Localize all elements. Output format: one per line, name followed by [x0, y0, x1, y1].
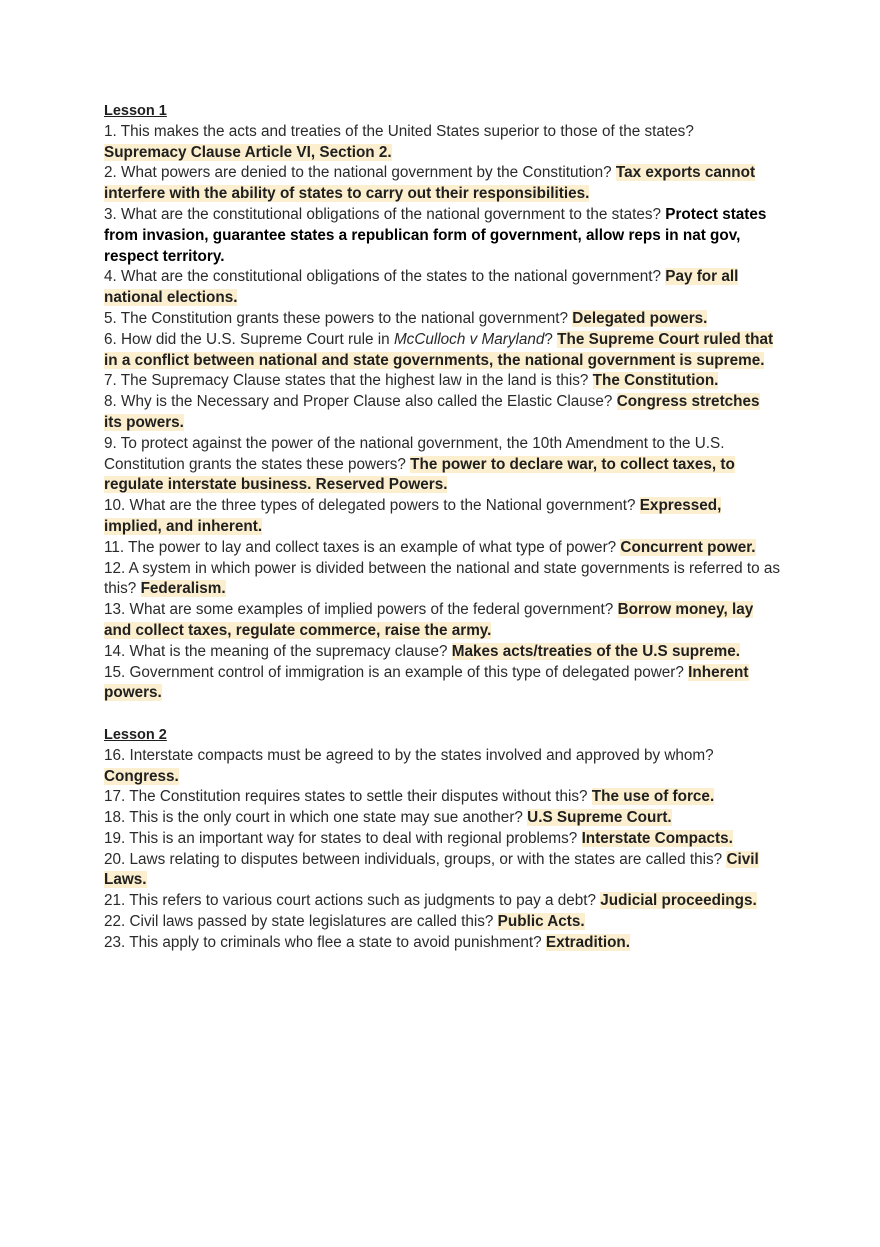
question-item — [104, 600, 780, 642]
question-item — [104, 392, 780, 434]
question-text: 15. Government control of immigration is an example of this type of delegated power? — [104, 663, 689, 681]
question-text: 4. What are the constitutional obligations of the states to the national government? — [104, 268, 666, 286]
answer-text: Federalism. — [140, 580, 226, 598]
answer-text: Expressed, implied, and inherent. — [104, 497, 722, 535]
question-text: 20. Laws relating to disputes between individuals, groups, or with the states are called this? — [104, 850, 727, 868]
question-item — [104, 850, 780, 892]
question-item — [104, 663, 780, 705]
answer-text: Borrow money, lay and collect taxes, regulate commerce, raise the army. — [104, 601, 754, 639]
question-text: 2. What powers are denied to the national government by the Constitution? — [104, 164, 616, 182]
answer-text: Congress. — [104, 767, 179, 785]
lesson-heading: Lesson 2 — [104, 726, 167, 743]
question-text: 9. To protect against the power of the national government, the 10th Amendment to the U.S. Constitution grants the states these powers? — [104, 434, 725, 473]
question-text: 22. Civil laws passed by state legislatures are called this? — [104, 913, 498, 931]
question-text: 10. What are the three types of delegated powers to the National government? — [104, 497, 640, 515]
section-gap — [104, 704, 780, 725]
answer-text: Judicial proceedings. — [600, 892, 757, 910]
question-item — [104, 371, 780, 392]
answer-text: U.S Supreme Court. — [527, 809, 672, 827]
question-item — [104, 559, 780, 601]
question-item — [104, 496, 780, 538]
answer-text: The power to declare war, to collect taxes, to regulate interstate business. Reserved Powers. — [104, 455, 735, 494]
answer-text: Congress stretches its powers. — [104, 393, 760, 431]
question-item — [104, 829, 780, 850]
question-item — [104, 642, 780, 663]
answer-text: The use of force. — [591, 788, 715, 806]
question-item — [104, 933, 780, 954]
question-item — [104, 912, 780, 933]
question-item — [104, 538, 780, 559]
question-item — [104, 309, 780, 330]
answer-text: Public Acts. — [497, 913, 585, 931]
answer-text: Extradition. — [545, 933, 631, 951]
question-text: 6. How did the U.S. Supreme Court rule in — [104, 330, 394, 348]
case-name: McCulloch v Maryland — [393, 330, 545, 348]
question-text: ? — [544, 330, 558, 348]
question-text: 23. This apply to criminals who flee a state to avoid punishment? — [104, 933, 546, 951]
question-text: 17. The Constitution requires states to settle their disputes without this? — [104, 788, 592, 806]
question-item — [104, 205, 780, 267]
answer-text: Protect states from invasion, guarantee states a republican form of government, allow reps in nat gov, respect territory. — [104, 205, 767, 265]
answer-text: The Supreme Court ruled that in a conflict between national and state governments, the national government is supreme. — [104, 330, 774, 369]
question-text: 21. This refers to various court actions such as judgments to pay a debt? — [104, 892, 601, 910]
answer-text: Pay for all national elections. — [104, 268, 739, 307]
question-text: 18. This is the only court in which one state may sue another? — [104, 809, 528, 827]
question-item — [104, 808, 780, 829]
question-item — [104, 122, 780, 164]
question-item — [104, 434, 780, 496]
answer-text: Interstate Compacts. — [581, 829, 733, 847]
question-text: 11. The power to lay and collect taxes is an example of what type of power? — [104, 538, 621, 556]
answer-text: Inherent powers. — [104, 663, 749, 702]
question-item — [104, 891, 780, 912]
answer-text: Delegated powers. — [572, 309, 708, 327]
answer-text: The Constitution. — [592, 372, 719, 390]
question-item — [104, 163, 780, 205]
question-text: 13. What are some examples of implied powers of the federal government? — [104, 601, 618, 619]
document-content — [104, 101, 780, 954]
question-item — [104, 267, 780, 309]
answer-text: Tax exports cannot interfere with the ability of states to carry out their responsibilities. — [104, 164, 756, 203]
question-text: 19. This is an important way for states to deal with regional problems? — [104, 829, 582, 847]
question-text: 3. What are the constitutional obligations of the national government to the states? — [104, 205, 666, 223]
question-item — [104, 330, 780, 372]
lesson-heading: Lesson 1 — [104, 103, 167, 119]
question-text: 12. A system in which power is divided between the national and state governments is referred to as this? — [104, 559, 780, 598]
answer-text: Supremacy Clause Article VI, Section 2. — [104, 143, 392, 161]
question-item — [104, 746, 780, 788]
question-text: 7. The Supremacy Clause states that the highest law in the land is this? — [104, 372, 593, 390]
question-item — [104, 787, 780, 808]
question-text: 8. Why is the Necessary and Proper Clause also called the Elastic Clause? — [104, 393, 617, 411]
answer-text: Concurrent power. — [620, 538, 756, 556]
answer-text: Makes acts/treaties of the U.S supreme. — [451, 642, 740, 660]
question-text: 14. What is the meaning of the supremacy clause? — [104, 642, 452, 660]
question-text: 1. This makes the acts and treaties of the United States superior to those of the states? — [104, 122, 694, 140]
answer-text: Civil Laws. — [104, 850, 759, 889]
question-text: 5. The Constitution grants these powers to the national government? — [104, 309, 573, 327]
question-text: 16. Interstate compacts must be agreed to by the states involved and approved by whom? — [104, 746, 714, 764]
